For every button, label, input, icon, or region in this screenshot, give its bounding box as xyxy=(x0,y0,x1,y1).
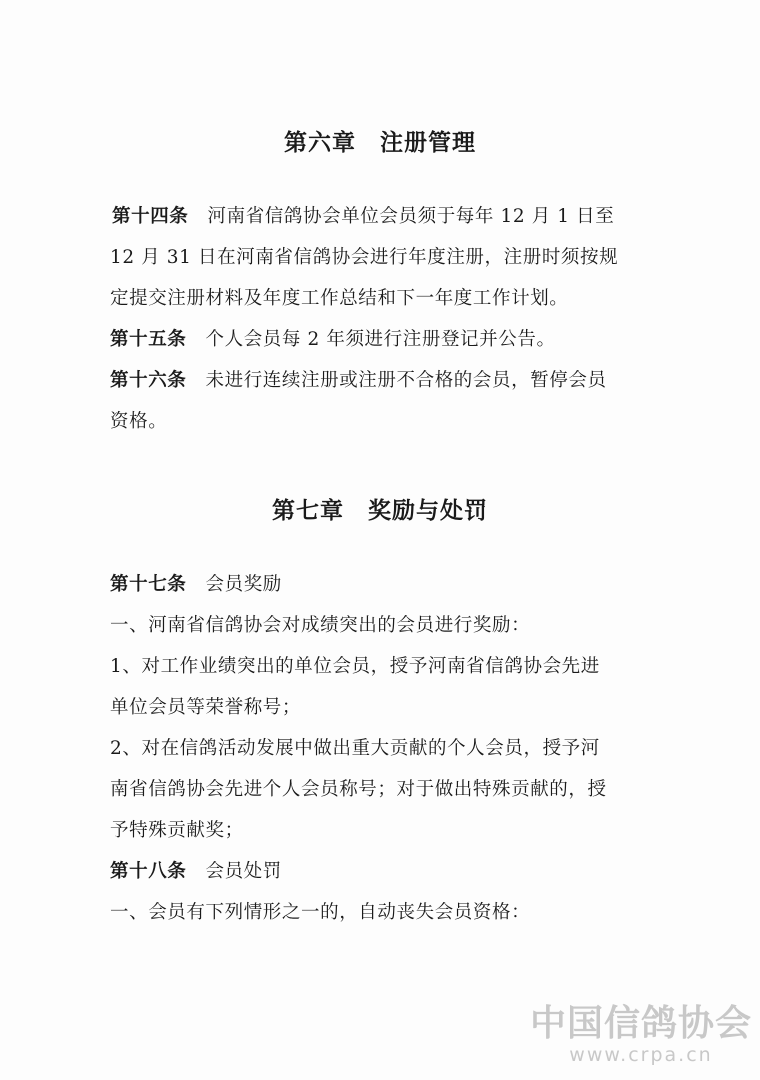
reward-item-1-line-1: 1、对工作业绩突出的单位会员，授予河南省信鸽协会先进 xyxy=(110,656,600,677)
chapter-7-title: 第七章 奖励与处罚 xyxy=(272,497,488,524)
article-14-text-1: 河南省信鸽协会单位会员须于每年 12 月 1 日至 xyxy=(188,206,615,227)
article-16-text-1: 未进行连续注册或注册不合格的会员，暂停会员 xyxy=(186,370,607,391)
reward-item-1-line-2: 单位会员等荣誉称号； xyxy=(110,697,302,718)
article-17-text-1: 会员奖励 xyxy=(186,574,282,595)
article-18-text-1: 会员处罚 xyxy=(186,861,282,882)
article-18-number: 第十八条 xyxy=(110,861,187,882)
chapter-6-title: 第六章 注册管理 xyxy=(284,129,476,156)
reward-item-2-line-1: 2、对在信鸽活动发展中做出重大贡献的个人会员，授予河 xyxy=(110,738,600,759)
article-16-line-2: 资格。 xyxy=(110,411,168,432)
reward-clause-1: 一、河南省信鸽协会对成绩突出的会员进行奖励： xyxy=(110,615,531,636)
reward-item-2-line-3: 予特殊贡献奖； xyxy=(110,820,244,841)
article-18-line-1 xyxy=(110,860,282,884)
article-14-number: 第十四条 xyxy=(112,206,189,227)
article-15-text-1: 个人会员每 2 年须进行注册登记并公告。 xyxy=(186,329,556,350)
article-17-line-1 xyxy=(110,573,282,597)
reward-item-2-line-2: 南省信鸽协会先进个人会员称号；对于做出特殊贡献的，授 xyxy=(110,779,607,800)
penalty-clause-1: 一、会员有下列情形之一的，自动丧失会员资格： xyxy=(110,902,531,923)
article-15-line-1 xyxy=(110,328,556,352)
watermark-org-name: 中国信鸽协会 xyxy=(529,1003,752,1044)
watermark-url: www.crpa.cn xyxy=(569,1044,713,1066)
article-16-number: 第十六条 xyxy=(110,370,187,391)
article-14-line-1 xyxy=(112,205,614,229)
watermark xyxy=(530,1004,752,1066)
article-16-line-1 xyxy=(110,369,607,393)
article-17-number: 第十七条 xyxy=(110,574,187,595)
article-15-number: 第十五条 xyxy=(110,329,187,350)
article-14-line-2: 12 月 31 日在河南省信鸽协会进行年度注册，注册时须按规 xyxy=(110,247,619,268)
article-14-line-3: 定提交注册材料及年度工作总结和下一年度工作计划。 xyxy=(110,288,569,309)
